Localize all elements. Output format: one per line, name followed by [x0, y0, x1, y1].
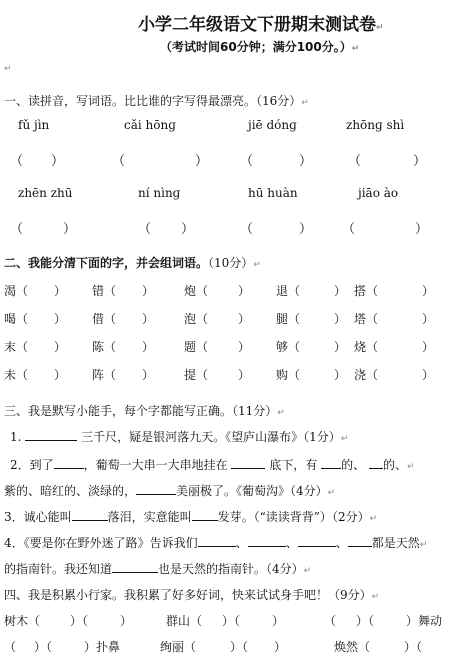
answer-box-3[interactable]: （ ）	[240, 154, 313, 169]
paren-close: ）	[142, 312, 155, 326]
question-3-2-line2: 紫的、暗红的、淡绿的， 美丽极了。《葡萄沟》（4分）↵	[4, 484, 336, 498]
question-3-2: 2．到了 ，葡萄一大串一大串地挂在 底下，有 的、 的、↵	[10, 458, 415, 472]
fill-blank[interactable]	[321, 456, 341, 469]
idiom-huanran: 焕然（	[334, 640, 371, 654]
paren-close: ）	[142, 340, 155, 354]
idiom-wudong: ）舞动	[406, 614, 443, 628]
paren-close: ）	[422, 368, 435, 382]
char-mo: 末（	[4, 340, 29, 354]
pinyin-jiaoao: jiāo ào	[358, 186, 399, 200]
section-2-heading: 二、我能分清下面的字，并会组词语。（10分）↵	[4, 256, 261, 270]
char-gou2: 购（	[276, 368, 301, 382]
fill-blank[interactable]	[348, 534, 372, 547]
paren-close: ）	[54, 368, 67, 382]
char-jiao: 浇（	[354, 368, 379, 382]
section-4-heading: 四、我是积累小行家。我积累了好多好词，快来试试身手吧！（9分）↵	[4, 588, 380, 602]
paren-close: ）	[54, 340, 67, 354]
char-ta: 塔（	[354, 312, 379, 326]
char-cuo: 错（	[92, 284, 117, 298]
char-chen: 陈（	[92, 340, 117, 354]
pinyin-zhongshi: zhōnɡ shì	[346, 118, 405, 132]
pinyin-fujin: fǔ jìn	[18, 118, 50, 132]
pinyin-huhuan: hū huàn	[248, 186, 298, 200]
answer-box-2[interactable]: （ ）	[112, 154, 209, 169]
fill-blank[interactable]	[198, 534, 236, 547]
answer-box-1[interactable]: （ ）	[10, 154, 65, 169]
paren-close: ）	[238, 312, 251, 326]
paren-close: ）	[334, 284, 347, 298]
paren-close: ）	[54, 312, 67, 326]
page-subtitle: （考试时间60分钟；满分100分。）↵	[160, 40, 360, 54]
idiom-paren: ）（	[222, 614, 241, 628]
paren-close: ）	[142, 284, 155, 298]
fill-blank[interactable]	[112, 560, 158, 573]
section-1-heading: 一、读拼音，写词语。比比谁的字写得最漂亮。（16分）↵	[4, 94, 309, 108]
paren-close: ）	[334, 368, 347, 382]
idiom-pubi: ）扑鼻	[84, 640, 121, 654]
answer-box-8[interactable]: （ ）	[342, 222, 429, 237]
paragraph-mark: ↵	[4, 64, 12, 74]
idiom-paren: ）	[274, 640, 287, 654]
fill-blank[interactable]	[298, 534, 336, 547]
char-ti2: 提（	[184, 368, 209, 382]
answer-box-5[interactable]: （ ）	[10, 222, 77, 237]
fill-blank[interactable]	[136, 482, 176, 495]
char-jie: 借（	[92, 312, 117, 326]
pinyin-caihong: cǎi hōnɡ	[124, 118, 176, 132]
section-3-heading: 三、我是默写小能手，每个字都能写正确。（11分）↵	[4, 404, 285, 418]
question-3-3: 3．诚心能叫 落泪，实意能叫 发芽。（“读读背背”）（2分）↵	[4, 510, 378, 524]
pinyin-ningning: ní nìnɡ	[138, 186, 181, 200]
idiom-shumu: 树木（	[4, 614, 41, 628]
idiom-paren: ）（	[70, 614, 89, 628]
char-pao: 炮（	[184, 284, 209, 298]
char-ke: 渴（	[4, 284, 29, 298]
char-wei: 未（	[4, 368, 29, 382]
fill-blank[interactable]	[25, 428, 77, 441]
char-shao: 烧（	[354, 340, 379, 354]
char-he: 喝（	[4, 312, 29, 326]
idiom-paren: （	[324, 614, 337, 628]
fill-blank[interactable]	[369, 456, 383, 469]
answer-box-6[interactable]: （ ）	[138, 222, 195, 237]
paren-close: ）	[422, 312, 435, 326]
answer-box-4[interactable]: （ ）	[348, 154, 427, 169]
char-gou: 够（	[276, 340, 301, 354]
pinyin-jiedong: jiē dónɡ	[248, 118, 297, 132]
idiom-paren: ）	[272, 614, 285, 628]
paren-close: ）	[334, 340, 347, 354]
idiom-paren: ）（	[356, 614, 375, 628]
question-3-4-line2: 的指南针。我还知道 也是天然的指南针。（4分）↵	[4, 562, 312, 576]
paren-close: ）	[238, 340, 251, 354]
fill-blank[interactable]	[192, 508, 218, 521]
paren-close: ）	[238, 284, 251, 298]
idiom-paren: ）（	[404, 640, 423, 654]
paren-close: ）	[422, 340, 435, 354]
idiom-xuanli: 绚丽（	[160, 640, 197, 654]
char-tui: 退（	[276, 284, 301, 298]
fill-blank[interactable]	[72, 508, 108, 521]
paren-close: ）	[142, 368, 155, 382]
paren-close: ）	[238, 368, 251, 382]
idiom-qunshan: 群山（	[166, 614, 203, 628]
char-zhen: 阵（	[92, 368, 117, 382]
paren-close: ）	[54, 284, 67, 298]
paren-close: ）	[422, 284, 435, 298]
idiom-paren: ）（	[230, 640, 249, 654]
question-3-4: 4．《要是你在野外迷了路》告诉我们 、 、 、 都是天然↵	[4, 536, 428, 550]
fill-blank[interactable]	[231, 456, 265, 469]
char-ti: 题（	[184, 340, 209, 354]
char-tui2: 腿（	[276, 312, 301, 326]
answer-box-7[interactable]: （ ）	[240, 222, 313, 237]
char-da: 搭（	[354, 284, 379, 298]
char-pao2: 泡（	[184, 312, 209, 326]
fill-blank[interactable]	[248, 534, 286, 547]
fill-blank[interactable]	[54, 456, 84, 469]
idiom-paren: （	[4, 640, 17, 654]
paren-close: ）	[334, 312, 347, 326]
page-title: 小学二年级语文下册期末测试卷↵	[138, 15, 384, 35]
question-3-1: 1. 三千尺，疑是银河落九天。《望庐山瀑布》（1分）↵	[10, 430, 349, 444]
pinyin-zhenzhu: zhēn zhū	[18, 186, 73, 200]
idiom-paren: ）	[120, 614, 133, 628]
idiom-paren: ）（	[34, 640, 53, 654]
